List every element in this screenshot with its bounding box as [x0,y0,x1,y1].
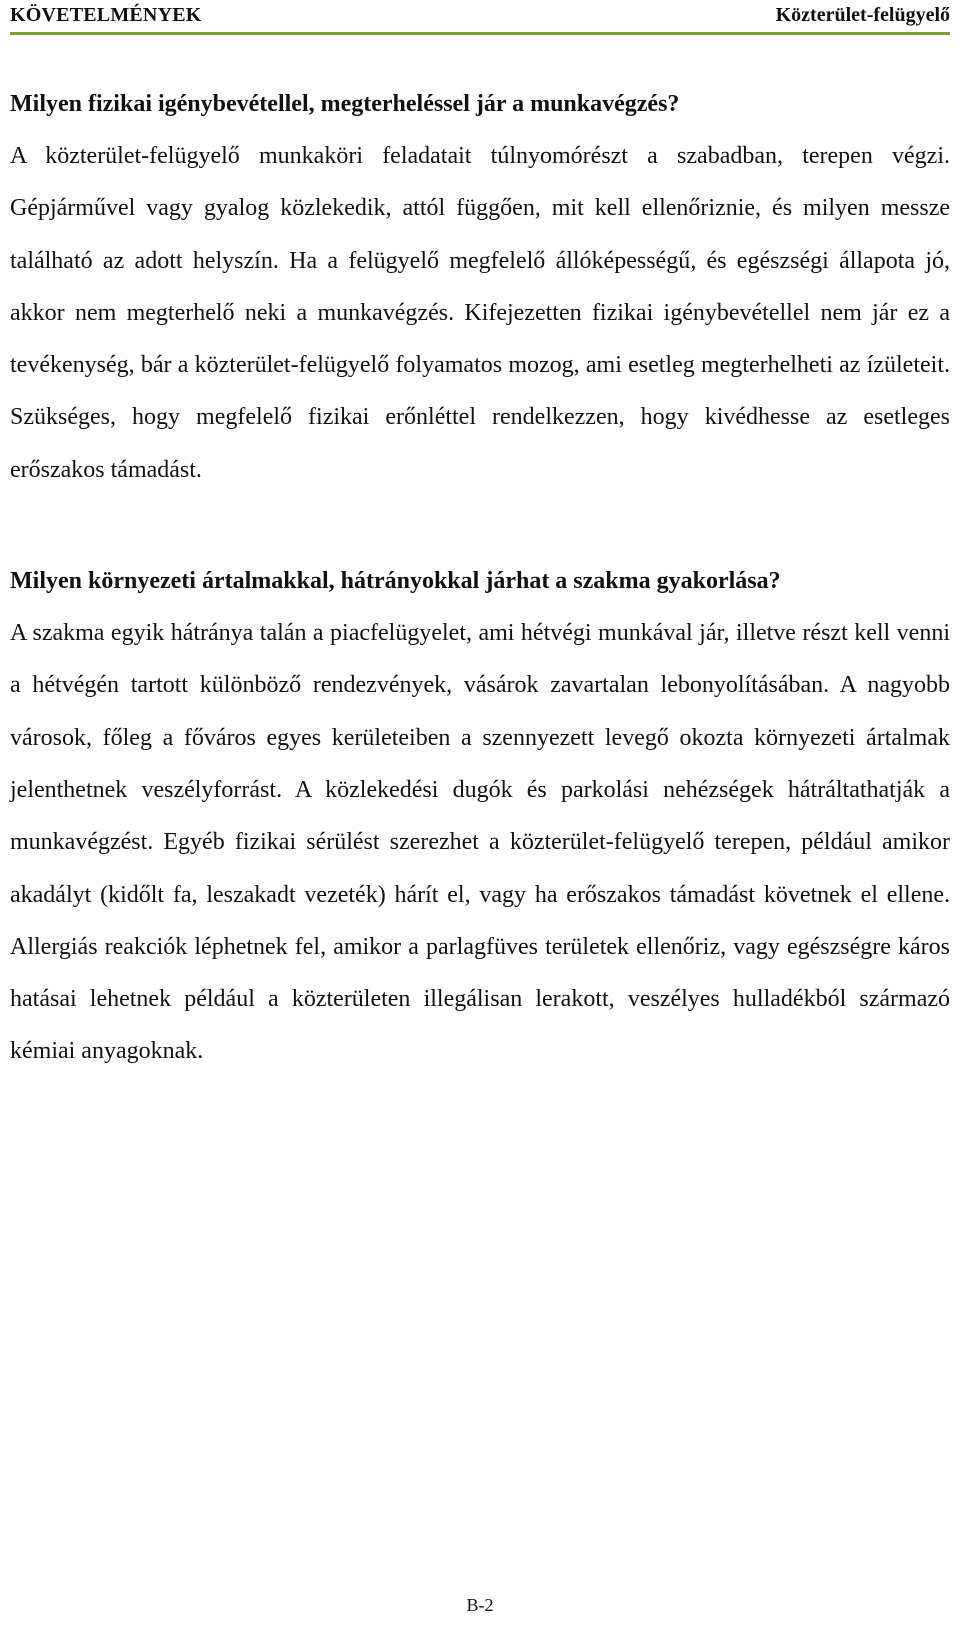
section-physical-demands [10,78,950,496]
header-section-title: KÖVETELMÉNYEK [10,4,202,26]
section-environmental-hazards [10,555,950,1078]
answer-paragraph: A szakma egyik hátránya talán a piacfelügyelet, ami hétvégi munkával jár, illetve részt kell venni a hétvégén tartott különböző rendezvények, vásárok zavartalan lebonyolításában. A nagyobb városok, főleg a főváros egyes kerületeiben a szennyezett levegő okozta környezeti ártalmak jelenthetnek veszélyforrást. A közlekedési dugók és parkolási nehézségek hátráltathatják a munkavégzést. Egyéb fizikai sérülést szerezhet a közterület-felügyelő terepen, például amikor akadályt (kidőlt fa, leszakadt vezeték) hárít el, vagy ha erőszakos támadást követnek el ellene. Allergiás reakciók léphetnek fel, amikor a parlagfüves területek ellenőriz, vagy egészségre káros hatásai lehetnek például a közterületen illegálisan lerakott, veszélyes hulladékból származó kémiai anyagoknak. [10,620,950,1065]
question-heading: Milyen környezeti ártalmakkal, hátrányokkal járhat a szakma gyakorlása? [10,568,781,595]
page-number: B-2 [466,1595,494,1615]
header-document-title: Közterület-felügyelő [775,4,950,26]
document-body [10,78,950,1078]
header-divider [10,32,950,35]
answer-paragraph: A közterület-felügyelő munkaköri feladatait túlnyomórészt a szabadban, terepen végzi. Gépjárművel vagy gyalog közlekedik, attól függően, mit kell ellenőriznie, és milyen messze található az adott helyszín. Ha a felügyelő megfelelő állóképességű, és egészségi állapota jó, akkor nem megterhelő neki a munkavégzés. Kifejezetten fizikai igénybevétellel nem jár ez a tevékenység, bár a közterület-felügyelő folyamatos mozog, ami esetleg megterhelheti az ízületeit. Szükséges, hogy megfelelő fizikai erőnléttel rendelkezzen, hogy kivédhesse az esetleges erőszakos támadást. [10,143,950,483]
question-heading: Milyen fizikai igénybevétellel, megterheléssel jár a munkavégzés? [10,91,680,117]
page-header [10,0,950,36]
